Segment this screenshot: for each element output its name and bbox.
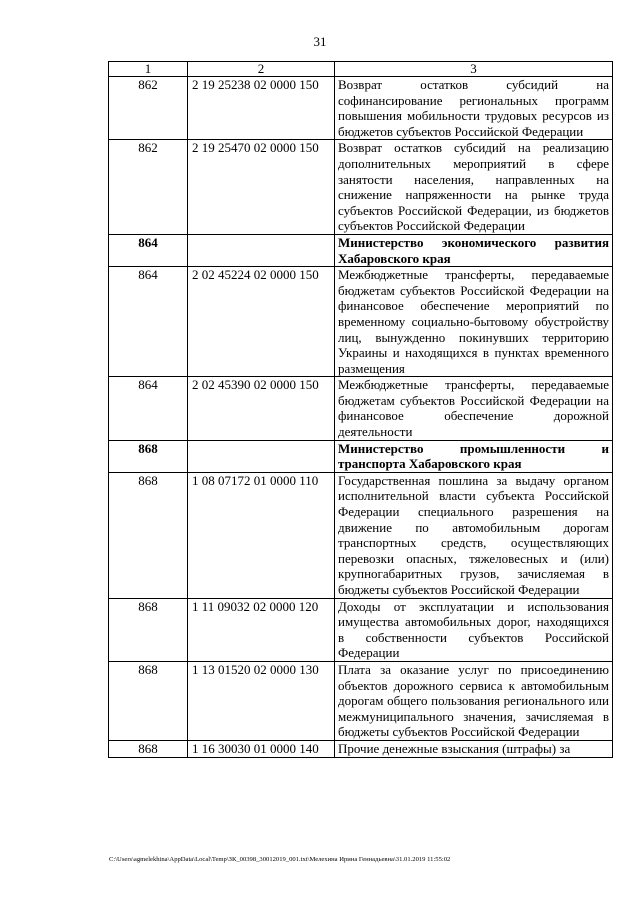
description-cell: Плата за оказание услуг по присоединению объектов дорожного сервиса к автомобильным дорогам общего пользования регионального или межмуниципального значения, зачисляемая в бюджеты субъектов Российской Федерации	[335, 661, 613, 740]
description-cell: Возврат остатков субсидий на реализацию дополнительных мероприятий в сфере занятости населения, направленных на снижение напряженности на рынке труда субъектов Российской Федерации, из бюджетов субъектов Российской Федерации	[335, 140, 613, 235]
budget-code-cell: 1 08 07172 01 0000 110	[188, 472, 335, 598]
page-number: 31	[313, 34, 327, 49]
budget-code-cell: 2 02 45390 02 0000 150	[188, 377, 335, 440]
description-cell: Межбюджетные трансферты, передаваемые бюджетам субъектов Российской Федерации на финансовое обеспечение дорожной деятельности	[335, 377, 613, 440]
admin-code-cell: 864	[109, 234, 188, 266]
budget-code-cell: 2 19 25470 02 0000 150	[188, 140, 335, 235]
admin-code-cell: 864	[109, 267, 188, 377]
budget-code-cell: 1 13 01520 02 0000 130	[188, 661, 335, 740]
file-path-footer: C:\Users\agmelekhina\AppData\Local\Temp\ЗК_00398_30012019_001.txt\Мелехина Ирина Геннадьевна\31.01.2019 11:55:02	[109, 856, 451, 863]
admin-code-cell: 864	[109, 377, 188, 440]
table-row	[109, 377, 613, 440]
budget-code-cell	[188, 234, 335, 266]
description-cell: Министерство промышленности и транспорта Хабаровского края	[335, 440, 613, 472]
budget-code-cell: 2 19 25238 02 0000 150	[188, 77, 335, 140]
description-cell: Государственная пошлина за выдачу органом исполнительной власти субъекта Российской Федерации специального разрешения на движение по автомобильным дорогам транспортных средств, осуществляющих перевозки опасных, тяжеловесных и (или) крупногабаритных грузов, зачисляемая в бюджеты субъектов Российской Федерации	[335, 472, 613, 598]
admin-code-cell: 862	[109, 77, 188, 140]
description-cell: Прочие денежные взыскания (штрафы) за	[335, 740, 613, 757]
budget-code-cell: 1 16 30030 01 0000 140	[188, 740, 335, 757]
admin-code-cell: 862	[109, 140, 188, 235]
description-cell: Министерство экономического развития Хабаровского края	[335, 234, 613, 266]
table-row	[109, 598, 613, 661]
admin-code-cell: 868	[109, 661, 188, 740]
description-cell: Межбюджетные трансферты, передаваемые бюджетам субъектов Российской Федерации на финансовое обеспечение мероприятий по временному социально-бытовому обустройству лиц, вынужденно покинувших территорию Украины и находящихся в пунктах временного размещения	[335, 267, 613, 377]
table-row	[109, 267, 613, 377]
admin-code-cell: 868	[109, 440, 188, 472]
description-cell: Возврат остатков субсидий на софинансирование региональных программ повышения мобильности трудовых ресурсов из бюджетов субъектов Российской Федерации	[335, 77, 613, 140]
admin-code-cell: 868	[109, 598, 188, 661]
table-section-row	[109, 440, 613, 472]
header-col-3: 3	[335, 62, 613, 77]
table-row	[109, 140, 613, 235]
table-section-row	[109, 234, 613, 266]
table-row	[109, 77, 613, 140]
header-col-2: 2	[188, 62, 335, 77]
header-col-1: 1	[109, 62, 188, 77]
admin-code-cell: 868	[109, 472, 188, 598]
budget-code-cell: 1 11 09032 02 0000 120	[188, 598, 335, 661]
table-row	[109, 661, 613, 740]
revenue-codes-table	[108, 61, 613, 758]
admin-code-cell: 868	[109, 740, 188, 757]
table-row	[109, 472, 613, 598]
table-header-row	[109, 62, 613, 77]
table-row	[109, 740, 613, 757]
description-cell: Доходы от эксплуатации и использования имущества автомобильных дорог, находящихся в собственности субъектов Российской Федерации	[335, 598, 613, 661]
budget-code-cell	[188, 440, 335, 472]
budget-code-cell: 2 02 45224 02 0000 150	[188, 267, 335, 377]
